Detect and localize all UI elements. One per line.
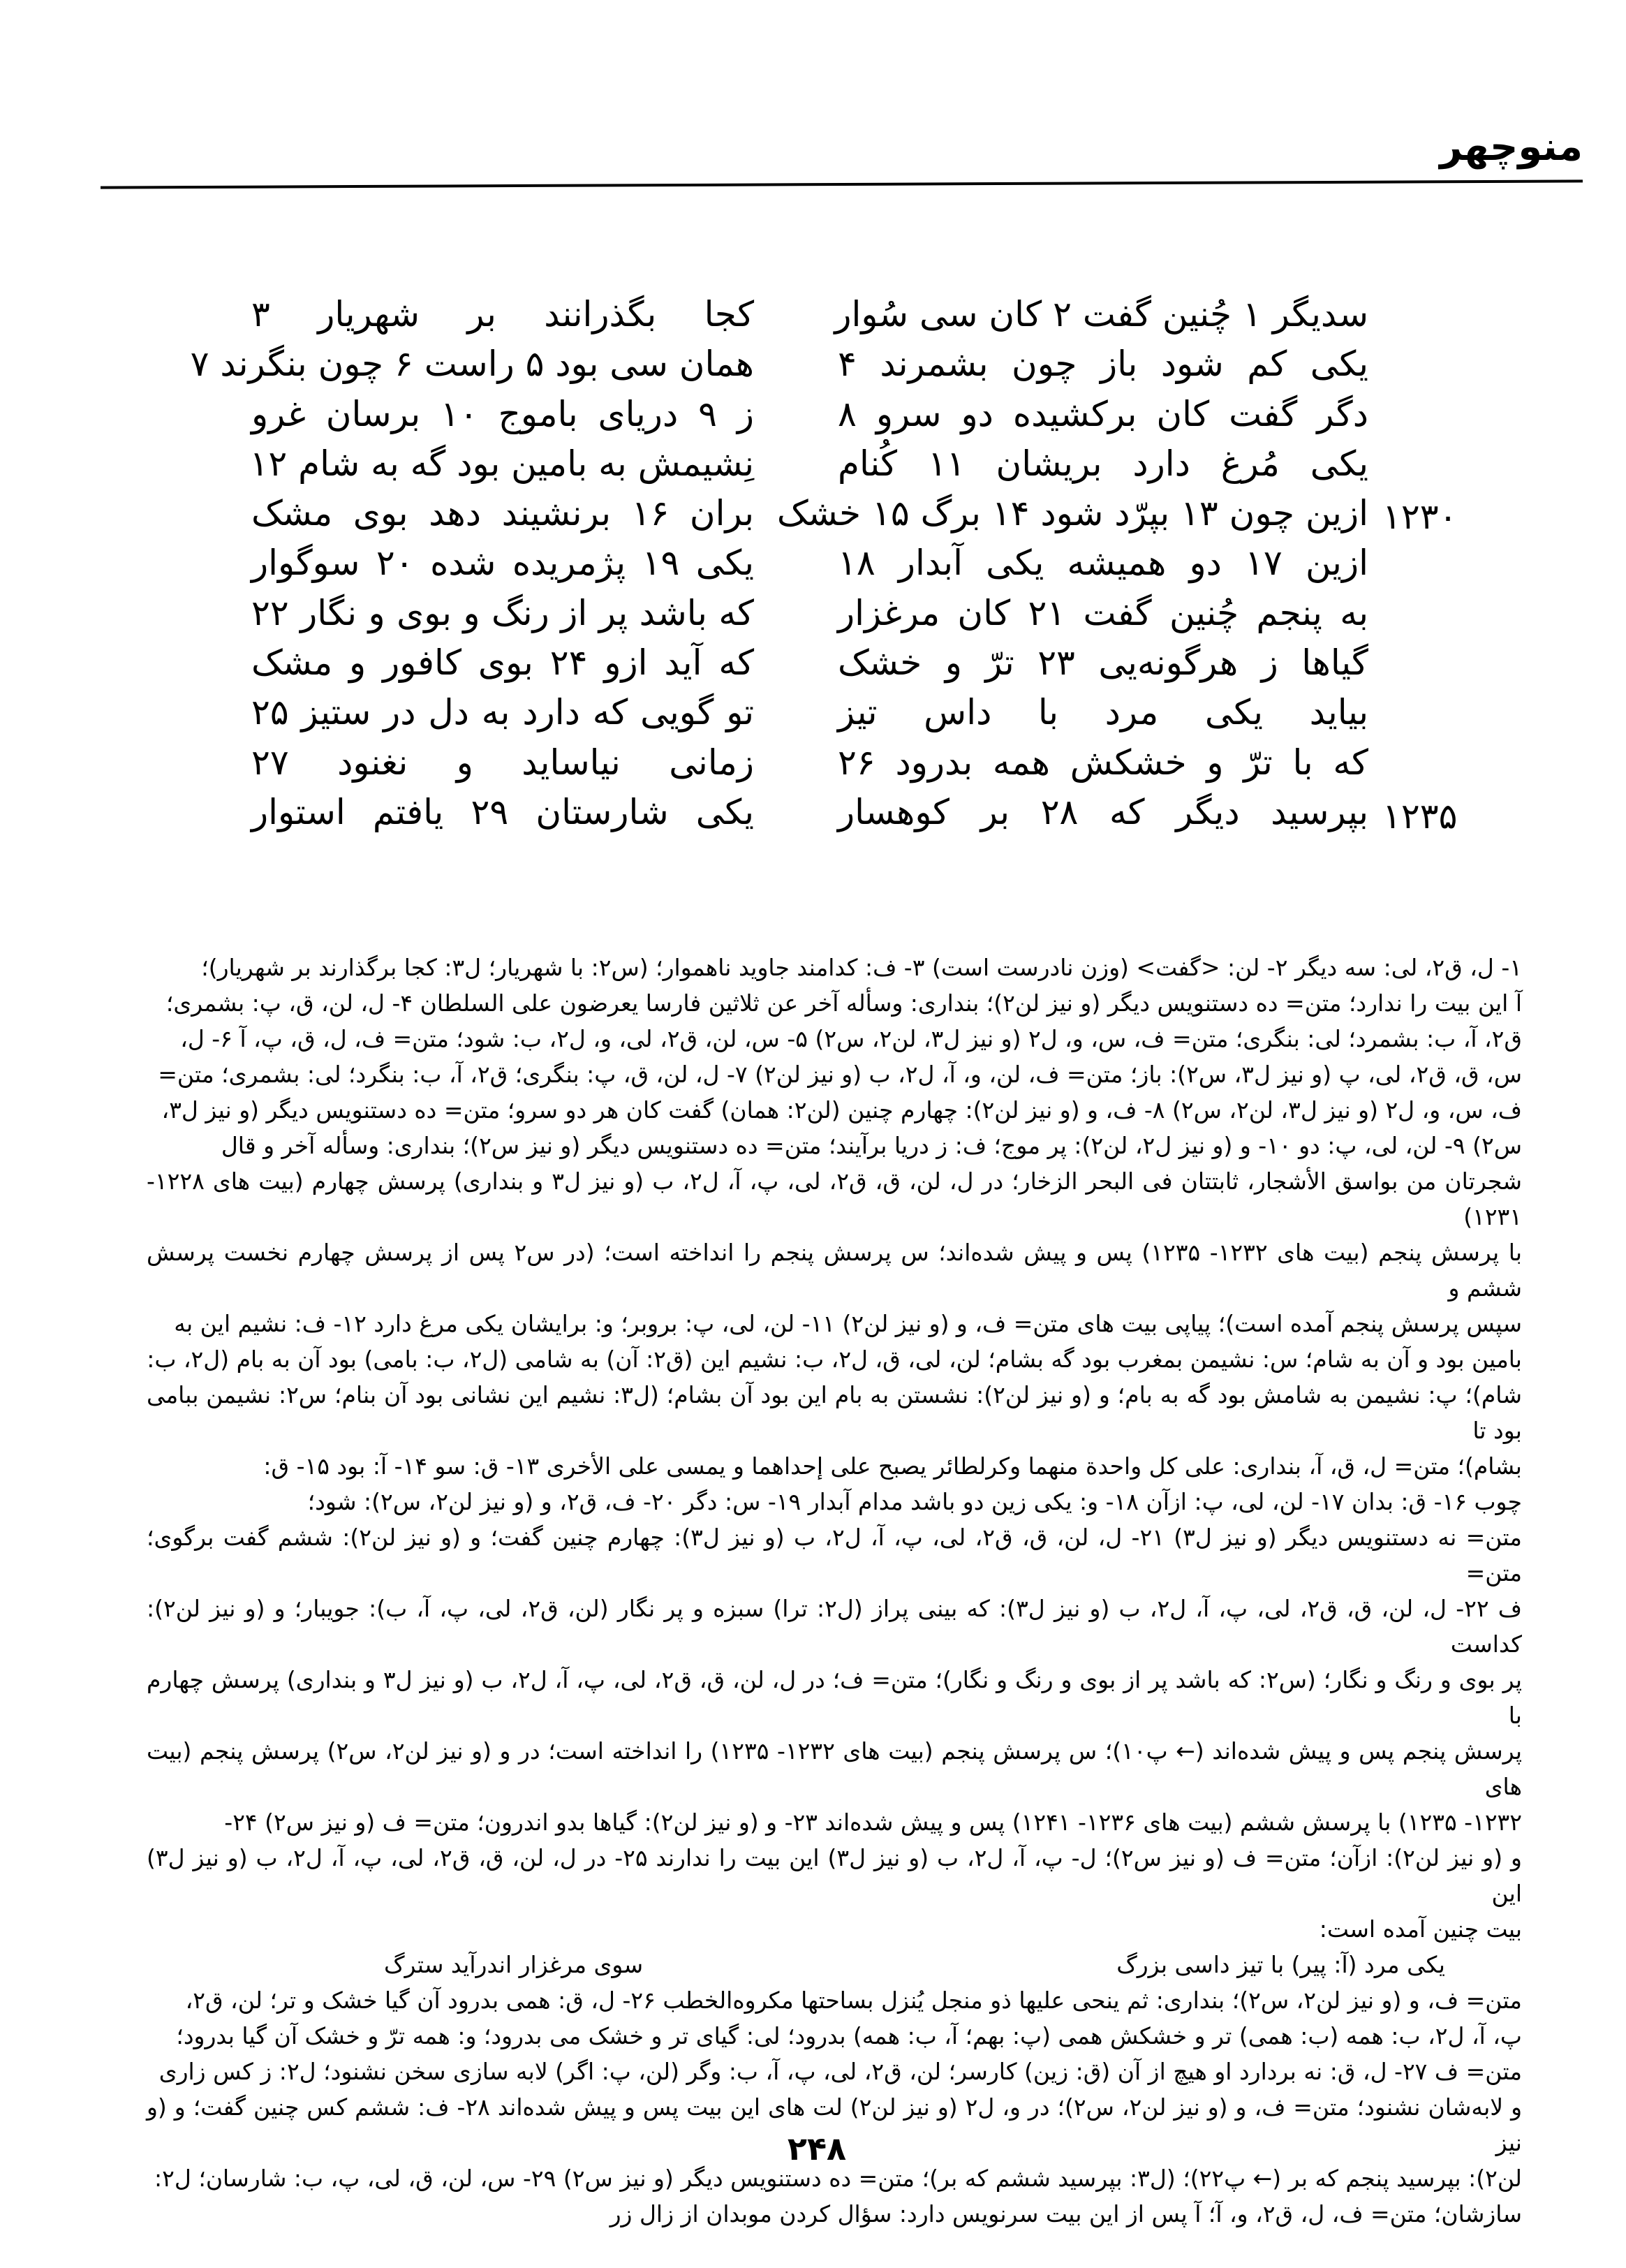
footnote-line: ق۲، آ، ب: بشمرد؛ لی: بنگری؛ متن= ف، س، و، ل۲ (و نیز ل۳، لن۲، س۲) ۵- س، لن، ق۲، لی، و، ل۲، ب: شود؛ متن= ف، ل، ق، پ، آ ۶- ل، (180, 1025, 1522, 1052)
footnote-line: شام)؛ پ: نشیمن به شامش بود گه به بام؛ و (و نیز لن۲): نشستن به بام این بود آن بشام؛ (ل۳: نشیم این نشانی بود آن بنام؛ س۲: نشیمن ببامی بود تا (147, 1381, 1522, 1444)
verse-line: تو گویی که دارد به دل در ستیز ۲۵ (251, 692, 754, 733)
footnote-line: پر بوی و رنگ و نگار؛ (س۲: که باشد پر از بوی و رنگ و نگار)؛ متن= ف؛ در ل، لن، ق، ق۲، لی، پ، آ، ل۲، ب (و نیز ل۳ و بنداری) پرسش چهارم با (147, 1666, 1523, 1729)
verse-line: سدیگر ۱ چُنین گفت ۲ کان سی سُوار (834, 294, 1368, 334)
footnote-line: سازشان؛ متن= ف، ل، ق۲، و، آ؛ آ پس از این بیت سرنویس دارد: سؤال کردن موبدان از زال زر (609, 2200, 1522, 2228)
verse-line: بپرسید دیگر که ۲۸ بر کوهسار (838, 791, 1368, 832)
footnote-line: و (و نیز لن۲): ازآن؛ متن= ف (و نیز س۲)؛ ل- پ، آ، ل۲، ب (و نیز ل۳) این بیت را ندارند ۲۵- در ل، لن، ق، ق۲، لی، پ، آ، ل۲، ب (و نیز ل۳) این (147, 1844, 1522, 1907)
footnote-line: س، ق، ق۲، لی، پ (و نیز ل۳، س۲): باز؛ متن= ف، لن، و، آ، ل۲، ب (و نیز لن۲) ۷- ل، لن، ق، پ: بنگری؛ ق۲، آ، ب: بنگرد؛ لی: بشمری؛ متن= (158, 1061, 1522, 1088)
page-number: ۲۴۸ (787, 2130, 847, 2167)
verse-line: دگر گفت کان برکشیده دو سرو ۸ (838, 393, 1368, 434)
verse-line: که باشد پر از رنگ و بوی و نگار ۲۲ (251, 592, 754, 633)
footnote-line: ۱- ل، ق۲، لی: سه دیگر ۲- لن: <گفت> (وزن نادرست است) ۳- ف: کدامند جاوید ناهموار؛ (س۲: با شهریار؛ ل۳: کجا برگذارند بر شهریار)؛ (201, 954, 1522, 981)
verse-line: ازین چون ۱۳ بپرّد شود ۱۴ برگ ۱۵ خشک (776, 493, 1368, 534)
verse-line: گیاها ز هرگونه‌یی ۲۳ ترّ و خشک (838, 642, 1368, 684)
footnote-line: بیت چنین آمده است: (1319, 1915, 1522, 1943)
header-rule (101, 179, 1583, 189)
verse-line: یکی ۱۹ پژمریده شده ۲۰ سوگوار (251, 543, 754, 584)
quoted-verse-hemistich: یکی مرد (آ: پیر) با تیز داسی بزرگ (1116, 1951, 1445, 1978)
verse-line: ازین ۱۷ دو همیشه یکی آبدار ۱۸ (838, 543, 1368, 584)
verse-line: به پنجم چُنین گفت ۲۱ کان مرغزار (838, 592, 1368, 633)
quoted-verse-hemistich: سوی مرغزار اندرآید سترگ (384, 1951, 644, 1978)
verse-number: ۱۲۳۵ (1382, 796, 1458, 837)
footnote-line: چوب ۱۶- ق: بدان ۱۷- لن، لی، پ: ازآن ۱۸- و: یکی زین دو باشد مدام آبدار ۱۹- س: دگر ۲۰- ف، ق۲، و (و نیز لن۲، س۲): شود؛ (307, 1488, 1522, 1515)
footnote-line: و لابه‌شان نشنود؛ متن= ف، و (و نیز لن۲، س۲)؛ در و، ل۲ (و نیز لن۲) لت های این بیت پس و پیش شده‌اند ۲۸- ف: ششم کس چنین گفت؛ و (و نیز (147, 2093, 1523, 2156)
footnote-line: س۲) ۹- لن، لی، پ: دو ۱۰- و (و نیز ل۲، لن۲): پر موج؛ ف: ز دریا برآیند؛ متن= ده دستنویس دیگر (و نیز س۲)؛ بنداری: وسأله آخر و قال (221, 1132, 1522, 1159)
quoted-verse (147, 1947, 1522, 1982)
verse-line: یکی شارستان ۲۹ یافتم استوار (251, 791, 754, 832)
footnote-line: پ، آ، ل۲، ب: همه (ب: همی) تر و خشکش همی (پ: بهم؛ آ، ب: همه) بدرود؛ لی: گیای تر و خشک می بدرود؛ و: همه ترّ و خشک آن گیا بدرود؛ (176, 2022, 1522, 2049)
running-header-title: منوچهر (1440, 124, 1583, 170)
verse-line: یکی مُرغ دارد بریشان ۱۱ کُنام (838, 443, 1368, 484)
footnote-line: متن= ف، و (و نیز لن۲، س۲)؛ بنداری: ثم ینحی علیها ذو منجل یُنزل بساحتها مکروه‌الخطب ۲۶- ل، ق: همی بدرود آن گیا خشک و تر؛ لن، ق۲، (185, 1987, 1522, 2014)
footnote-line: شجرتان من بواسق الأشجار، ثابتتان فی البحر الزخار؛ در ل، لن، ق، ق۲، لی، پ، آ، ل۲، ب (و نیز ل۳ و بنداری) پرسش چهارم (بیت های ۱۲۲۸- ۱۲۳۱) (147, 1168, 1522, 1230)
footnote-line: متن= ف ۲۷- ل، ق: نه بردارد او هیچ از آن (ق: زین) کارسر؛ لن، ق۲، لی، پ، آ، ب: وگر (لن، پ: اگر) لابه سازی سخن نشنود؛ ل۲: ز کس زاری (158, 2058, 1522, 2085)
verse-line: بران ۱۶ برنشیند دهد بوی مشک (251, 493, 754, 534)
verse-number: ۱۲۳۰ (1382, 496, 1458, 537)
footnote-line: آ این بیت را ندارد؛ متن= ده دستنویس دیگر (و نیز لن۲)؛ بنداری: وسأله آخر عن ثلاثین فارسا یعرضون علی السلطان ۴- ل، لن، ق، پ: بشمری؛ (165, 989, 1522, 1017)
verse-line: بیاید یکی مرد با داس تیز (838, 692, 1368, 733)
footnote-line: ف، س، و، ل۲ (و نیز ل۳، لن۲، س۲) ۸- ف، و (و نیز لن۲): چهارم چنین (لن۲: همان) گفت کان هر دو سرو؛ متن= ده دستنویس دیگر (و نیز ل۳، (161, 1096, 1522, 1124)
poem-right-column (776, 290, 1368, 837)
footnote-line: متن= نه دستنویس دیگر (و نیز ل۳) ۲۱- ل، لن، ق، ق۲، لی، پ، آ، ل۲، ب (و نیز ل۳): چهارم چنین گفت؛ و (و نیز لن۲): ششم گفت برگوی؛ متن= (147, 1524, 1522, 1586)
footnote-line: ۱۲۳۲- ۱۲۳۵) با پرسش ششم (بیت های ۱۲۳۶- ۱۲۴۱) پس و پیش شده‌اند ۲۳- و (و نیز لن۲): گیاها بدو اندرون؛ متن= ف (و نیز س۲) ۲۴- (224, 1809, 1522, 1836)
footnote-line: بامین بود و آن به شام؛ س: نشیمن بمغرب بود گه بشام؛ لن، لی، ق، ل۲، ب: نشیم این (ق۲: آن) به شامی (ل۲، ب: بامی) بود آن به بام (ل۲، ب: (147, 1346, 1522, 1373)
verse-line: که آید ازو ۲۴ بوی کافور و مشک (251, 642, 755, 684)
footnote-line: ف ۲۲- ل، لن، ق، ق۲، لی، پ، آ، ل۲، ب (و نیز ل۳): که بینی پراز (ل۲: ترا) سبزه و پر نگار (لن، ق۲، لی، پ، آ، ب): جویبار؛ و (و نیز لن۲): کداست (147, 1595, 1523, 1658)
verse-line: زمانی نیاساید و نغنود ۲۷ (251, 742, 754, 783)
footnote-line: بشام)؛ متن= ل، ق، آ، بنداری: علی کل واحدة منهما وکرلطائر یصبح علی إحداهما و یمسی علی الأخری ۱۳- ق: سو ۱۴- آ: بود ۱۵- ق: (263, 1452, 1522, 1480)
verse-line: یکی کم شود باز چون بشمرند ۴ (838, 344, 1368, 385)
footnote-line: لن۲): بپرسید پنجم که بر (← پ۲۲)؛ (ل۳: بپرسید ششم که بر)؛ متن= ده دستنویس دیگر (و نیز س۲) ۲۹- س، لن، ق، لی، پ، ب: شارسان؛ ل۲: (154, 2165, 1522, 2192)
footnotes (147, 950, 1522, 2232)
verse-line: همان سی بود ۵ راست ۶ چون بنگرند ۷ (190, 344, 754, 385)
verse-line: کجا بگذرانند بر شهریار ۳ (251, 294, 754, 334)
poem-left-column (190, 290, 755, 837)
verse-line: که با ترّ و خشکش همه بدرود ۲۶ (838, 742, 1368, 783)
footnote-line: پرسش پنجم پس و پیش شده‌اند (← پ۱۰)؛ س پرسش پنجم (بیت های ۱۲۳۲- ۱۲۳۵) را انداخته است؛ در و (و نیز لن۲، س۲) پرسش پنجم (بیت های (147, 1737, 1523, 1800)
verse-line: ز ۹ دریای باموج ۱۰ برسان غرو (251, 393, 754, 434)
verse-line: نِشیمش به بامین بود گه به شام ۱۲ (249, 443, 754, 484)
footnote-line: با پرسش پنجم (بیت های ۱۲۳۲- ۱۲۳۵) پس و پیش شده‌اند؛ س پرسش پنجم را انداخته است؛ (در س۲ پس از پرسش چهارم نخست پرسش ششم و (147, 1239, 1522, 1302)
footnote-line: سپس پرسش پنجم آمده است)؛ پیاپی بیت های متن= ف، و (و نیز لن۲) ۱۱- لن، لی، پ: بروبر؛ و: برایشان یکی مرغ دارد ۱۲- ف: نشیم این به (174, 1310, 1522, 1337)
